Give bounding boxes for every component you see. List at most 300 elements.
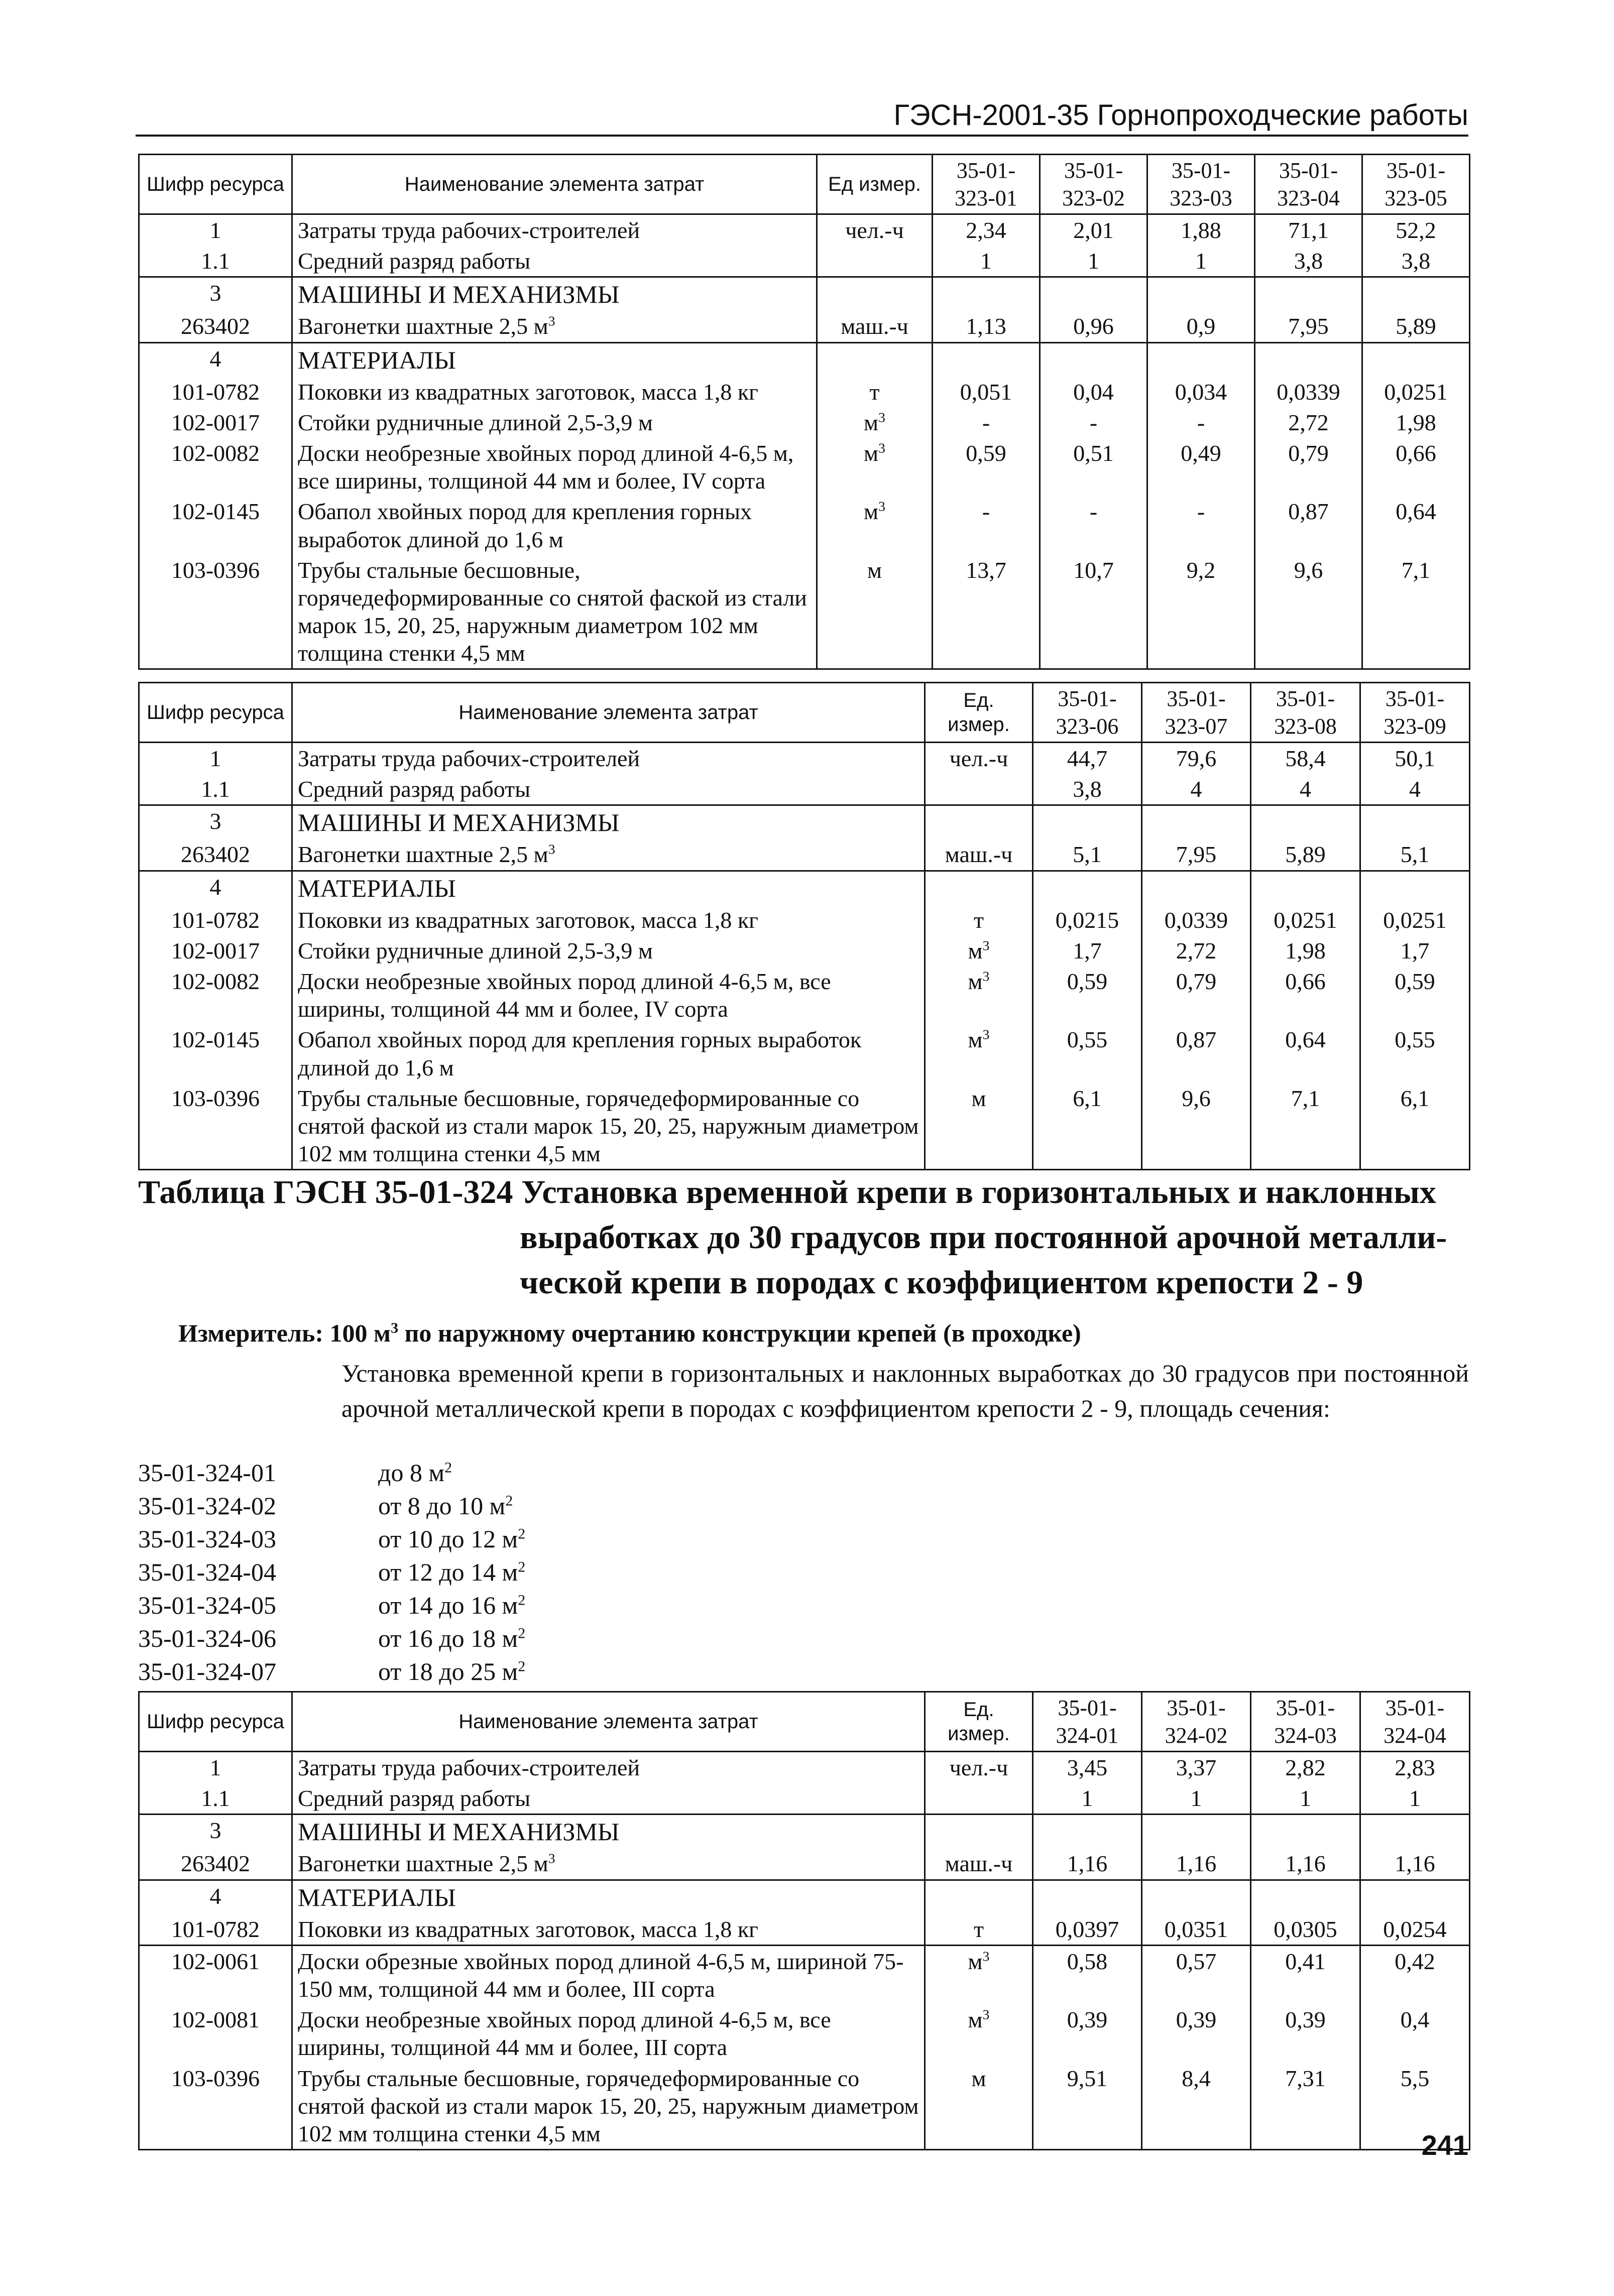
row-value bbox=[1033, 1815, 1142, 1849]
row-value: - bbox=[1147, 407, 1255, 438]
cost-table-323-01-05 bbox=[138, 154, 1470, 670]
row-value: 5,89 bbox=[1362, 311, 1470, 342]
row-name: Доски необрезные хвойных пород длиной 4-6,5 м, все ширины, толщиной 44 мм и более, III сорта bbox=[292, 2004, 925, 2063]
row-name: Трубы стальные бесшовные, горячедеформированные со снятой фаской из стали марок 15, 20, 25, наружным диаметром 102 мм толщина стенки 4,5 мм bbox=[292, 2063, 925, 2150]
row-name: Затраты труда рабочих-строителей bbox=[292, 214, 817, 246]
row-unit: $м^3$ bbox=[817, 407, 933, 438]
row-value: 58,4 bbox=[1251, 743, 1360, 774]
row-value: 1,16 bbox=[1360, 1848, 1470, 1880]
row-code: 102-0017 bbox=[139, 407, 292, 438]
row-unit bbox=[925, 774, 1033, 805]
table-row bbox=[139, 1880, 1470, 1914]
table-row bbox=[139, 277, 1470, 311]
row-value: 0,0215 bbox=[1033, 905, 1142, 935]
row-unit: $м^3$ bbox=[925, 2004, 1033, 2063]
table-row bbox=[139, 1914, 1470, 1946]
header-norm-4: 35-01- 323-09 bbox=[1360, 683, 1470, 743]
section-description: Установка временной крепи в горизонтальных и наклонных выработках до 30 градусов при постоянной арочной металлической крепи в породах с коэффициентом крепости 2 - 9, площадь сечения: bbox=[341, 1359, 1469, 1422]
row-value bbox=[1360, 805, 1470, 839]
row-unit: чел.-ч bbox=[925, 1752, 1033, 1783]
row-unit bbox=[925, 871, 1033, 905]
table-row bbox=[139, 555, 1470, 669]
variant-range: от 14 до 16 $м^2$ bbox=[378, 1591, 526, 1619]
table-row bbox=[139, 1024, 1470, 1082]
row-value: 44,7 bbox=[1033, 743, 1142, 774]
row-value: 2,72 bbox=[1255, 407, 1362, 438]
row-value bbox=[1255, 342, 1362, 377]
row-code: 102-0082 bbox=[139, 438, 292, 496]
row-value bbox=[1362, 277, 1470, 311]
row-value: 0,42 bbox=[1360, 1945, 1470, 2004]
variant-item bbox=[138, 1489, 525, 1522]
row-value bbox=[1360, 1880, 1470, 1914]
row-value: - bbox=[1147, 496, 1255, 554]
table-row bbox=[139, 2063, 1470, 2150]
row-value: 0,49 bbox=[1147, 438, 1255, 496]
row-name: Доски необрезные хвойных пород длиной 4-6,5 м, все ширины, толщиной 44 мм и более, IV сорта bbox=[292, 438, 817, 496]
row-value: 8,4 bbox=[1142, 2063, 1251, 2150]
row-name: Поковки из квадратных заготовок, масса 1,8 кг bbox=[292, 1914, 925, 1946]
row-value: 0,41 bbox=[1251, 1945, 1360, 2004]
row-value: 0,58 bbox=[1033, 1945, 1142, 2004]
row-value: 0,0251 bbox=[1360, 905, 1470, 935]
row-value: 9,6 bbox=[1142, 1083, 1251, 1170]
row-name: Доски обрезные хвойных пород длиной 4-6,5 м, шириной 75-150 мм, толщиной 44 мм и более, III сорта bbox=[292, 1945, 925, 2004]
row-value bbox=[1251, 1880, 1360, 1914]
row-code: 102-0145 bbox=[139, 496, 292, 554]
row-value: 0,39 bbox=[1033, 2004, 1142, 2063]
row-value: 1,98 bbox=[1362, 407, 1470, 438]
variant-item bbox=[138, 1522, 525, 1555]
table-row bbox=[139, 966, 1470, 1024]
row-value: 1,13 bbox=[933, 311, 1040, 342]
header-norm-3: 35-01- 323-08 bbox=[1251, 683, 1360, 743]
row-unit bbox=[925, 1783, 1033, 1815]
row-value: 5,1 bbox=[1360, 839, 1470, 871]
row-value: 71,1 bbox=[1255, 214, 1362, 246]
variant-range: до 8 $м^2$ bbox=[378, 1459, 452, 1487]
row-name: Трубы стальные бесшовные, горячедеформированные со снятой фаской из стали марок 15, 20, 25, наружным диаметром 102 мм толщина стенки 4,5 мм bbox=[292, 1083, 925, 1170]
table-row bbox=[139, 1783, 1470, 1815]
row-value: 0,59 bbox=[1033, 966, 1142, 1024]
row-value: 5,5 bbox=[1360, 2063, 1470, 2150]
row-value bbox=[1251, 871, 1360, 905]
header-norm-2: 35-01- 323-02 bbox=[1040, 155, 1147, 214]
table-row bbox=[139, 935, 1470, 966]
row-value: 0,87 bbox=[1255, 496, 1362, 554]
row-value bbox=[1033, 871, 1142, 905]
row-value: 2,72 bbox=[1142, 935, 1251, 966]
row-value: - bbox=[933, 496, 1040, 554]
row-value: 6,1 bbox=[1360, 1083, 1470, 1170]
measure-label: Измеритель: bbox=[178, 1319, 324, 1347]
row-code: 263402 bbox=[139, 1848, 292, 1880]
row-unit: чел.-ч bbox=[925, 743, 1033, 774]
section-title bbox=[138, 1170, 1474, 1305]
table-row bbox=[139, 407, 1470, 438]
table-row bbox=[139, 438, 1470, 496]
row-value: 0,64 bbox=[1362, 496, 1470, 554]
row-unit: м bbox=[817, 555, 933, 669]
header-code: Шифр ресурса bbox=[139, 683, 292, 743]
row-value bbox=[1251, 1815, 1360, 1849]
table-row bbox=[139, 1945, 1470, 2004]
row-value: 7,1 bbox=[1362, 555, 1470, 669]
row-unit bbox=[925, 1880, 1033, 1914]
row-code: 1.1 bbox=[139, 246, 292, 277]
row-value bbox=[1147, 277, 1255, 311]
row-unit: $м^3$ bbox=[925, 935, 1033, 966]
row-value bbox=[1142, 805, 1251, 839]
section-heading: МАТЕРИАЛЫ bbox=[292, 342, 817, 377]
row-unit: маш.-ч bbox=[817, 311, 933, 342]
section-title-line2: выработках до 30 градусов при постоянной арочной металли- bbox=[520, 1219, 1447, 1256]
row-value bbox=[933, 277, 1040, 311]
section-heading: МАТЕРИАЛЫ bbox=[292, 871, 925, 905]
row-value: 0,0397 bbox=[1033, 1914, 1142, 1946]
row-value: 0,96 bbox=[1040, 311, 1147, 342]
row-value: 5,1 bbox=[1033, 839, 1142, 871]
row-value: - bbox=[933, 407, 1040, 438]
row-code: 3 bbox=[139, 805, 292, 839]
row-name: Вагонетки шахтные 2,5 $м^3$ bbox=[292, 311, 817, 342]
row-value: 1 bbox=[933, 246, 1040, 277]
row-code: 1.1 bbox=[139, 1783, 292, 1815]
header-unit: Ед. измер. bbox=[925, 683, 1033, 743]
row-value: 2,83 bbox=[1360, 1752, 1470, 1783]
row-code: 103-0396 bbox=[139, 555, 292, 669]
table-row bbox=[139, 1815, 1470, 1849]
row-code: 102-0017 bbox=[139, 935, 292, 966]
row-value: 0,39 bbox=[1251, 2004, 1360, 2063]
table-row bbox=[139, 2004, 1470, 2063]
row-value: - bbox=[1040, 496, 1147, 554]
row-value: 1,16 bbox=[1251, 1848, 1360, 1880]
table-row bbox=[139, 342, 1470, 377]
cost-table-324-01-04 bbox=[138, 1691, 1470, 2150]
row-code: 101-0782 bbox=[139, 905, 292, 935]
row-name: Затраты труда рабочих-строителей bbox=[292, 743, 925, 774]
row-value: 0,0251 bbox=[1251, 905, 1360, 935]
row-code: 1 bbox=[139, 1752, 292, 1783]
table-header-row bbox=[139, 155, 1470, 214]
variant-range: от 10 до 12 $м^2$ bbox=[378, 1525, 526, 1553]
table-row bbox=[139, 1848, 1470, 1880]
table-row bbox=[139, 214, 1470, 246]
row-value: 4 bbox=[1251, 774, 1360, 805]
row-code: 102-0081 bbox=[139, 2004, 292, 2063]
row-unit: маш.-ч bbox=[925, 1848, 1033, 1880]
row-value: 1 bbox=[1033, 1783, 1142, 1815]
row-value: 2,01 bbox=[1040, 214, 1147, 246]
row-value: 2,82 bbox=[1251, 1752, 1360, 1783]
table-row bbox=[139, 743, 1470, 774]
row-value: 1 bbox=[1142, 1783, 1251, 1815]
row-unit: м bbox=[925, 1083, 1033, 1170]
row-value bbox=[1033, 805, 1142, 839]
row-value: 9,6 bbox=[1255, 555, 1362, 669]
row-code: 3 bbox=[139, 1815, 292, 1849]
section-heading: МАШИНЫ И МЕХАНИЗМЫ bbox=[292, 805, 925, 839]
row-value: 1 bbox=[1360, 1783, 1470, 1815]
row-code: 1.1 bbox=[139, 774, 292, 805]
row-unit: $м^3$ bbox=[925, 1945, 1033, 2004]
row-value bbox=[1362, 342, 1470, 377]
row-code: 101-0782 bbox=[139, 377, 292, 407]
row-unit: т bbox=[817, 377, 933, 407]
row-value: 7,95 bbox=[1142, 839, 1251, 871]
header-norm-1: 35-01- 323-06 bbox=[1033, 683, 1142, 743]
header-name: Наименование элемента затрат bbox=[292, 683, 925, 743]
row-value bbox=[1040, 277, 1147, 311]
table-row bbox=[139, 839, 1470, 871]
row-code: 1 bbox=[139, 743, 292, 774]
row-value: 3,8 bbox=[1362, 246, 1470, 277]
section-heading: МАТЕРИАЛЫ bbox=[292, 1880, 925, 1914]
row-unit: т bbox=[925, 905, 1033, 935]
section-title-line1: Таблица ГЭСН 35-01-324 Установка временной крепи в горизонтальных и наклонных bbox=[138, 1174, 1436, 1211]
header-unit: Ед. измер. bbox=[925, 1692, 1033, 1752]
row-value: 10,7 bbox=[1040, 555, 1147, 669]
row-value: 1 bbox=[1040, 246, 1147, 277]
row-value: 0,66 bbox=[1251, 966, 1360, 1024]
measure-line bbox=[178, 1315, 1469, 1351]
variant-item bbox=[138, 1456, 525, 1489]
table-header-row bbox=[139, 1692, 1470, 1752]
row-unit: м bbox=[925, 2063, 1033, 2150]
row-unit bbox=[925, 1815, 1033, 1849]
row-value: 3,37 bbox=[1142, 1752, 1251, 1783]
row-name: Затраты труда рабочих-строителей bbox=[292, 1752, 925, 1783]
table-header-row bbox=[139, 683, 1470, 743]
row-value bbox=[1255, 277, 1362, 311]
row-value: 0,64 bbox=[1251, 1024, 1360, 1082]
row-unit bbox=[817, 246, 933, 277]
row-value: 2,34 bbox=[933, 214, 1040, 246]
row-value: 6,1 bbox=[1033, 1083, 1142, 1170]
table-row bbox=[139, 246, 1470, 277]
variant-item bbox=[138, 1655, 525, 1688]
row-name: Средний разряд работы bbox=[292, 774, 925, 805]
row-value: 4 bbox=[1142, 774, 1251, 805]
row-code: 3 bbox=[139, 277, 292, 311]
table-row bbox=[139, 1083, 1470, 1170]
row-name: Поковки из квадратных заготовок, масса 1,8 кг bbox=[292, 377, 817, 407]
row-code: 102-0061 bbox=[139, 1945, 292, 2004]
header-norm-2: 35-01- 323-07 bbox=[1142, 683, 1251, 743]
table-row bbox=[139, 311, 1470, 342]
row-name: Трубы стальные бесшовные, горячедеформированные со снятой фаской из стали марок 15, 20, 25, наружным диаметром 102 мм толщина стенки 4,5 мм bbox=[292, 555, 817, 669]
table-row bbox=[139, 905, 1470, 935]
row-unit: т bbox=[925, 1914, 1033, 1946]
variant-code: 35-01-324-06 bbox=[138, 1624, 276, 1652]
row-value: 9,2 bbox=[1147, 555, 1255, 669]
row-value: 0,55 bbox=[1033, 1024, 1142, 1082]
variant-code: 35-01-324-01 bbox=[138, 1459, 276, 1487]
row-unit: маш.-ч bbox=[925, 839, 1033, 871]
row-value: 1 bbox=[1251, 1783, 1360, 1815]
row-code: 102-0145 bbox=[139, 1024, 292, 1082]
row-value: 0,59 bbox=[933, 438, 1040, 496]
row-value: 0,0339 bbox=[1142, 905, 1251, 935]
header-norm-1: 35-01- 324-01 bbox=[1033, 1692, 1142, 1752]
header-norm-5: 35-01- 323-05 bbox=[1362, 155, 1470, 214]
row-name: Стойки рудничные длиной 2,5-3,9 м bbox=[292, 935, 925, 966]
table-row bbox=[139, 377, 1470, 407]
row-name: Вагонетки шахтные 2,5 $м^3$ bbox=[292, 839, 925, 871]
row-value bbox=[1142, 871, 1251, 905]
row-value bbox=[1142, 1815, 1251, 1849]
header-code: Шифр ресурса bbox=[139, 155, 292, 214]
header-rule bbox=[136, 135, 1468, 137]
header-norm-4: 35-01- 324-04 bbox=[1360, 1692, 1470, 1752]
header-name: Наименование элемента затрат bbox=[292, 155, 817, 214]
row-value: 0,034 bbox=[1147, 377, 1255, 407]
variant-range: от 16 до 18 $м^2$ bbox=[378, 1624, 526, 1652]
row-value: 0,55 bbox=[1360, 1024, 1470, 1082]
row-value: 3,8 bbox=[1033, 774, 1142, 805]
row-value: 5,89 bbox=[1251, 839, 1360, 871]
variant-code: 35-01-324-04 bbox=[138, 1558, 276, 1586]
row-unit: $м^3$ bbox=[925, 966, 1033, 1024]
row-name: Средний разряд работы bbox=[292, 246, 817, 277]
row-code: 103-0396 bbox=[139, 2063, 292, 2150]
row-code: 263402 bbox=[139, 311, 292, 342]
variant-range: от 12 до 14 $м^2$ bbox=[378, 1558, 526, 1586]
table-row bbox=[139, 805, 1470, 839]
row-code: 1 bbox=[139, 214, 292, 246]
page-number: 241 bbox=[1421, 2129, 1468, 2161]
table-row bbox=[139, 871, 1470, 905]
row-code: 4 bbox=[139, 342, 292, 377]
row-value: 0,39 bbox=[1142, 2004, 1251, 2063]
row-value: 0,51 bbox=[1040, 438, 1147, 496]
row-value: 0,66 bbox=[1362, 438, 1470, 496]
row-name: Обапол хвойных пород для крепления горных выработок длиной до 1,6 м bbox=[292, 496, 817, 554]
table-row bbox=[139, 496, 1470, 554]
variant-range: от 18 до 25 $м^2$ bbox=[378, 1657, 526, 1685]
row-unit bbox=[817, 277, 933, 311]
row-value: 0,57 bbox=[1142, 1945, 1251, 2004]
header-norm-4: 35-01- 323-04 bbox=[1255, 155, 1362, 214]
table-row bbox=[139, 1752, 1470, 1783]
row-unit: $м^3$ bbox=[925, 1024, 1033, 1082]
row-value: 0,0339 bbox=[1255, 377, 1362, 407]
row-code: 4 bbox=[139, 1880, 292, 1914]
row-value: 1,7 bbox=[1033, 935, 1142, 966]
cost-table-323-06-09 bbox=[138, 682, 1470, 1170]
header-norm-3: 35-01- 324-03 bbox=[1251, 1692, 1360, 1752]
row-value: 4 bbox=[1360, 774, 1470, 805]
row-value bbox=[1033, 1880, 1142, 1914]
measure-value: 100 $м^3$ по наружному очертанию конструкции крепей (в проходке) bbox=[329, 1319, 1081, 1347]
row-name: Доски необрезные хвойных пород длиной 4-6,5 м, все ширины, толщиной 44 мм и более, IV сорта bbox=[292, 966, 925, 1024]
section-heading: МАШИНЫ И МЕХАНИЗМЫ bbox=[292, 277, 817, 311]
header-unit: Ед измер. bbox=[817, 155, 933, 214]
row-code: 103-0396 bbox=[139, 1083, 292, 1170]
variant-code: 35-01-324-05 bbox=[138, 1591, 276, 1619]
section-heading: МАШИНЫ И МЕХАНИЗМЫ bbox=[292, 1815, 925, 1849]
row-value: 1,98 bbox=[1251, 935, 1360, 966]
row-value: 7,31 bbox=[1251, 2063, 1360, 2150]
row-value: 0,0351 bbox=[1142, 1914, 1251, 1946]
section-title-line3: ческой крепи в породах с коэффициентом крепости 2 - 9 bbox=[520, 1264, 1363, 1301]
row-code: 4 bbox=[139, 871, 292, 905]
row-value: 0,87 bbox=[1142, 1024, 1251, 1082]
row-name: Поковки из квадратных заготовок, масса 1,8 кг bbox=[292, 905, 925, 935]
header-norm-2: 35-01- 324-02 bbox=[1142, 1692, 1251, 1752]
variant-code: 35-01-324-02 bbox=[138, 1492, 276, 1520]
row-value bbox=[1360, 1815, 1470, 1849]
row-code: 263402 bbox=[139, 839, 292, 871]
row-value bbox=[1147, 342, 1255, 377]
header-norm-3: 35-01- 323-03 bbox=[1147, 155, 1255, 214]
row-value: 0,4 bbox=[1360, 2004, 1470, 2063]
variant-item bbox=[138, 1555, 525, 1589]
row-value bbox=[1040, 342, 1147, 377]
row-name: Стойки рудничные длиной 2,5-3,9 м bbox=[292, 407, 817, 438]
row-code: 102-0082 bbox=[139, 966, 292, 1024]
row-value: 7,1 bbox=[1251, 1083, 1360, 1170]
row-name: Средний разряд работы bbox=[292, 1783, 925, 1815]
row-value: 50,1 bbox=[1360, 743, 1470, 774]
row-value: 1,16 bbox=[1033, 1848, 1142, 1880]
row-value bbox=[1360, 871, 1470, 905]
row-value bbox=[933, 342, 1040, 377]
row-value: 1,88 bbox=[1147, 214, 1255, 246]
variant-code: 35-01-324-07 bbox=[138, 1657, 276, 1685]
variant-code: 35-01-324-03 bbox=[138, 1525, 276, 1553]
header-name: Наименование элемента затрат bbox=[292, 1692, 925, 1752]
row-value: 1,16 bbox=[1142, 1848, 1251, 1880]
variant-item bbox=[138, 1589, 525, 1622]
header-norm-1: 35-01- 323-01 bbox=[933, 155, 1040, 214]
row-value: - bbox=[1040, 407, 1147, 438]
running-header: ГЭСН-2001-35 Горнопроходческие работы bbox=[893, 99, 1468, 132]
header-code: Шифр ресурса bbox=[139, 1692, 292, 1752]
row-value: 13,7 bbox=[933, 555, 1040, 669]
row-unit: $м^3$ bbox=[817, 496, 933, 554]
row-value: 1 bbox=[1147, 246, 1255, 277]
row-name: Вагонетки шахтные 2,5 $м^3$ bbox=[292, 1848, 925, 1880]
table-row bbox=[139, 774, 1470, 805]
row-value: 7,95 bbox=[1255, 311, 1362, 342]
variant-range: от 8 до 10 $м^2$ bbox=[378, 1492, 513, 1520]
row-value bbox=[1142, 1880, 1251, 1914]
row-value: 0,79 bbox=[1142, 966, 1251, 1024]
row-value: 52,2 bbox=[1362, 214, 1470, 246]
row-value: 3,45 bbox=[1033, 1752, 1142, 1783]
row-value: 0,04 bbox=[1040, 377, 1147, 407]
row-unit: чел.-ч bbox=[817, 214, 933, 246]
row-value: 3,8 bbox=[1255, 246, 1362, 277]
row-unit bbox=[817, 342, 933, 377]
row-code: 101-0782 bbox=[139, 1914, 292, 1946]
row-value: 0,0254 bbox=[1360, 1914, 1470, 1946]
row-value: 0,9 bbox=[1147, 311, 1255, 342]
row-value: 0,59 bbox=[1360, 966, 1470, 1024]
row-value: 1,7 bbox=[1360, 935, 1470, 966]
row-value bbox=[1251, 805, 1360, 839]
row-unit: $м^3$ bbox=[817, 438, 933, 496]
row-value: 0,0251 bbox=[1362, 377, 1470, 407]
row-value: 0,0305 bbox=[1251, 1914, 1360, 1946]
variant-item bbox=[138, 1622, 525, 1655]
variant-list bbox=[138, 1456, 525, 1688]
row-value: 9,51 bbox=[1033, 2063, 1142, 2150]
row-name: Обапол хвойных пород для крепления горных выработок длиной до 1,6 м bbox=[292, 1024, 925, 1082]
row-value: 0,79 bbox=[1255, 438, 1362, 496]
